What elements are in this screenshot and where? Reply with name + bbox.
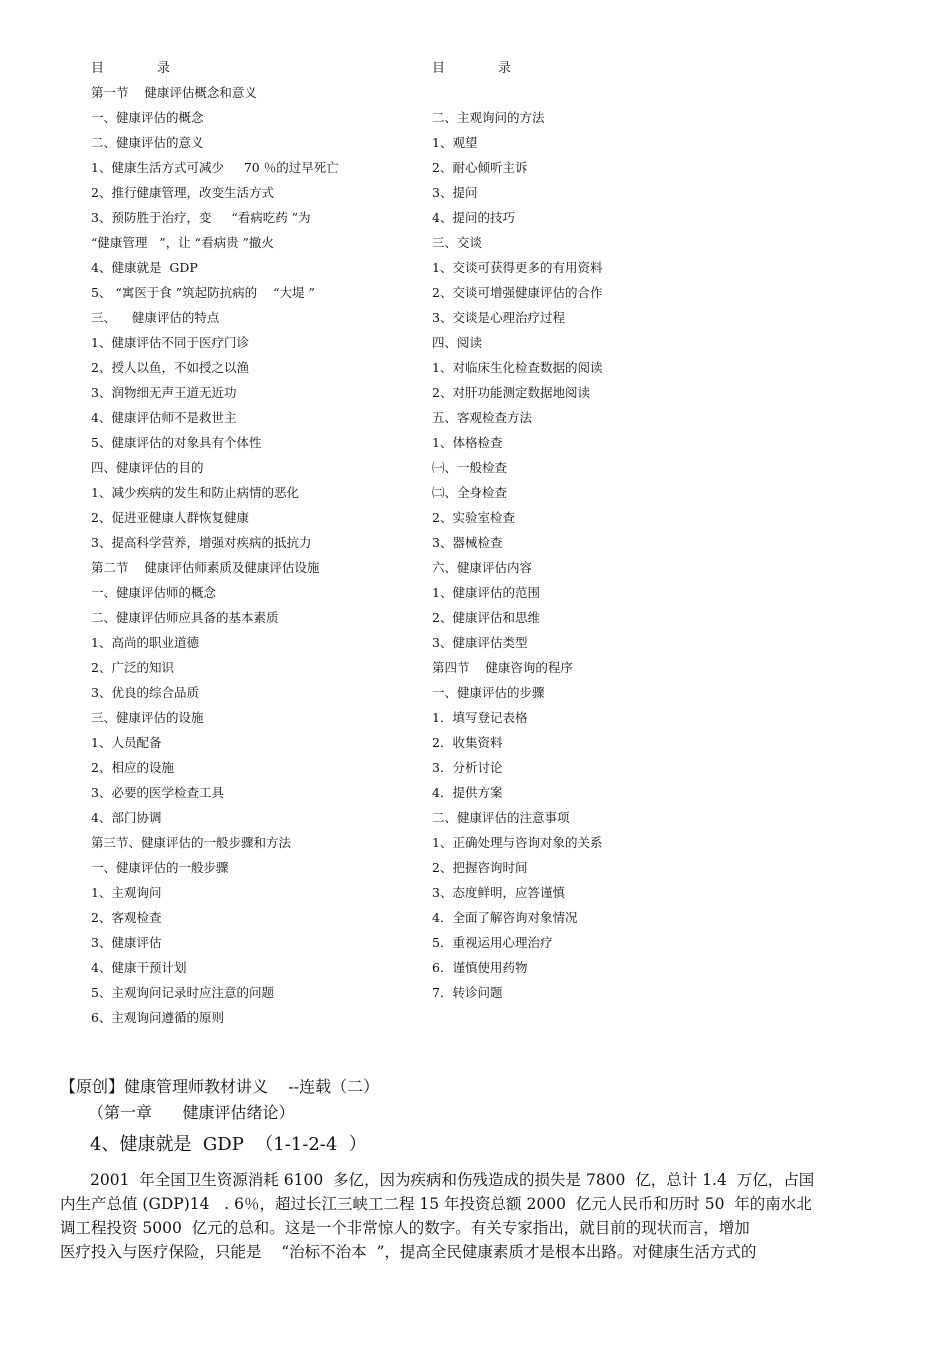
toc-item: 2、健康评估和思维 bbox=[432, 610, 540, 625]
toc-item: 3、器械检查 bbox=[432, 535, 503, 550]
toc-item: 六、健康评估内容 bbox=[432, 560, 533, 575]
toc-item: 4、健康就是 GDP bbox=[91, 260, 198, 275]
toc-item: 2．收集资料 bbox=[432, 735, 503, 750]
toc-item: 1、主观询问 bbox=[91, 885, 162, 900]
toc-item: 5．重视运用心理治疗 bbox=[432, 935, 553, 950]
toc-item: 6．谨慎使用药物 bbox=[432, 960, 528, 975]
paragraph-line: 医疗投入与医疗保险，只能是 “治标不治本 ”，提高全民健康素质才是根本出路。对健康生活方式的 bbox=[60, 1243, 757, 1261]
article-title: 【原创】健康管理师教材讲义 --连载（二） bbox=[60, 1077, 380, 1096]
toc-item: 3、健康评估类型 bbox=[432, 635, 528, 650]
toc-title bbox=[91, 58, 421, 80]
toc-item: 5、 “寓医于食 ”筑起防抗病的 “大堤 ” bbox=[91, 285, 315, 300]
toc-item: 3．分析讨论 bbox=[432, 760, 503, 775]
toc-item: 2、对肝功能测定数据地阅读 bbox=[432, 385, 590, 400]
toc-item: 2、广泛的知识 bbox=[91, 660, 174, 675]
toc-item: 4、健康评估师不是救世主 bbox=[91, 410, 237, 425]
toc-item: 1、人员配备 bbox=[91, 735, 162, 750]
toc-list bbox=[432, 80, 762, 1005]
toc-right-column bbox=[432, 58, 762, 1005]
toc-item: 6、主观询问遵循的原则 bbox=[91, 1010, 224, 1025]
toc-item: 1、观望 bbox=[432, 135, 478, 150]
toc-item: 1、正确处理与咨询对象的关系 bbox=[432, 835, 603, 850]
toc-item: 3、提问 bbox=[432, 185, 478, 200]
toc-item: 4、健康干预计划 bbox=[91, 960, 187, 975]
toc-item: 二、主观询问的方法 bbox=[432, 110, 545, 125]
toc-item: 5、健康评估的对象具有个体性 bbox=[91, 435, 262, 450]
toc-item: 1、体格检查 bbox=[432, 435, 503, 450]
toc-title bbox=[432, 58, 762, 80]
toc-item: 2、客观检查 bbox=[91, 910, 162, 925]
toc-item: 1、对临床生化检查数据的阅读 bbox=[432, 360, 603, 375]
toc-title-char: 目 bbox=[432, 61, 446, 76]
toc-item: 2、授人以鱼，不如授之以渔 bbox=[91, 360, 249, 375]
toc-item: ㈠、一般检查 bbox=[432, 460, 508, 475]
toc-item: 3、必要的医学检查工具 bbox=[91, 785, 224, 800]
toc-item: 2、实验室检查 bbox=[432, 510, 515, 525]
toc-item: ㈡、全身检查 bbox=[432, 485, 508, 500]
toc-left-column bbox=[91, 58, 421, 1030]
toc-item: 五、客观检查方法 bbox=[432, 410, 533, 425]
toc-item: 1、健康评估的范围 bbox=[432, 585, 540, 600]
toc-item: 二、健康评估师应具备的基本素质 bbox=[91, 610, 279, 625]
toc-item: 7．转诊问题 bbox=[432, 985, 503, 1000]
toc-item: 1、减少疾病的发生和防止病情的恶化 bbox=[91, 485, 299, 500]
toc-item: 2、相应的设施 bbox=[91, 760, 174, 775]
toc-item: 3、预防胜于治疗，变 “看病吃药 ”为 bbox=[91, 210, 311, 225]
toc-item: 一、健康评估的步骤 bbox=[432, 685, 545, 700]
toc-item: 3、交谈是心理治疗过程 bbox=[432, 310, 565, 325]
toc-item: 2、交谈可增强健康评估的合作 bbox=[432, 285, 603, 300]
toc-item: “健康管理 ”，让 “看病贵 ”撤火 bbox=[91, 235, 274, 250]
body-paragraph bbox=[60, 1168, 895, 1264]
article-subtitle: （第一章 健康评估绪论） bbox=[88, 1103, 295, 1122]
toc-item: 3、润物细无声王道无近功 bbox=[91, 385, 237, 400]
toc-item: 第四节 健康咨询的程序 bbox=[432, 660, 573, 675]
toc-item: 四、阅读 bbox=[432, 335, 483, 350]
paragraph-line: 2001 年全国卫生资源消耗 6100 多亿，因为疾病和伤残造成的损失是 7800 亿，总计 1.4 万亿，占国 bbox=[90, 1171, 815, 1189]
toc-item bbox=[432, 80, 762, 105]
toc-item: 一、健康评估的一般步骤 bbox=[91, 860, 229, 875]
toc-item: 三、 健康评估的特点 bbox=[91, 310, 220, 325]
toc-list bbox=[91, 80, 421, 1030]
toc-title-char: 录 bbox=[157, 61, 171, 76]
paragraph-line: 调工程投资 5000 亿元的总和。这是一个非常惊人的数字。有关专家指出，就目前的现状而言，增加 bbox=[60, 1219, 750, 1237]
toc-item: 一、健康评估的概念 bbox=[91, 110, 204, 125]
toc-item: 1、交谈可获得更多的有用资料 bbox=[432, 260, 603, 275]
toc-item: 第二节 健康评估师素质及健康评估设施 bbox=[91, 560, 320, 575]
toc-item: 4、提问的技巧 bbox=[432, 210, 515, 225]
toc-item: 第三节、健康评估的一般步骤和方法 bbox=[91, 835, 292, 850]
article bbox=[60, 1074, 895, 1264]
toc-item: 四、健康评估的目的 bbox=[91, 460, 204, 475]
toc-title-char: 录 bbox=[498, 61, 512, 76]
toc-item: 三、交谈 bbox=[432, 235, 483, 250]
toc-item: 1、健康生活方式可减少 70 ％的过早死亡 bbox=[91, 160, 339, 175]
section-heading: 4、健康就是 GDP （1-1-2-4 ） bbox=[90, 1134, 367, 1155]
toc-item: 1、健康评估不同于医疗门诊 bbox=[91, 335, 249, 350]
toc-item: 2、促进亚健康人群恢复健康 bbox=[91, 510, 249, 525]
toc-item: 二、健康评估的注意事项 bbox=[432, 810, 570, 825]
toc-title-char: 目 bbox=[91, 61, 105, 76]
toc-item: 3、态度鲜明，应答谨慎 bbox=[432, 885, 565, 900]
toc-item: 2、推行健康管理，改变生活方式 bbox=[91, 185, 274, 200]
toc-item: 3、优良的综合品质 bbox=[91, 685, 199, 700]
paragraph-line: 内生产总值 (GDP)14 . 6％，超过长江三峡工二程 15 年投资总额 2000 亿元人民币和历时 50 年的南水北 bbox=[60, 1195, 812, 1213]
toc-item: 4．全面了解咨询对象情况 bbox=[432, 910, 578, 925]
toc-item: 4、部门协调 bbox=[91, 810, 162, 825]
toc-item: 第一节 健康评估概念和意义 bbox=[91, 85, 257, 100]
toc-item: 2、把握咨询时间 bbox=[432, 860, 528, 875]
toc-item: 二、健康评估的意义 bbox=[91, 135, 204, 150]
toc-item: 1、高尚的职业道德 bbox=[91, 635, 199, 650]
toc-item: 3、健康评估 bbox=[91, 935, 162, 950]
toc-item: 2、耐心倾听主诉 bbox=[432, 160, 528, 175]
toc-item: 5、主观询问记录时应注意的问题 bbox=[91, 985, 274, 1000]
toc-item: 4．提供方案 bbox=[432, 785, 503, 800]
toc-item: 1．填写登记表格 bbox=[432, 710, 528, 725]
toc-item: 3、提高科学营养，增强对疾病的抵抗力 bbox=[91, 535, 312, 550]
toc-item: 一、健康评估师的概念 bbox=[91, 585, 217, 600]
toc-item: 三、健康评估的设施 bbox=[91, 710, 204, 725]
